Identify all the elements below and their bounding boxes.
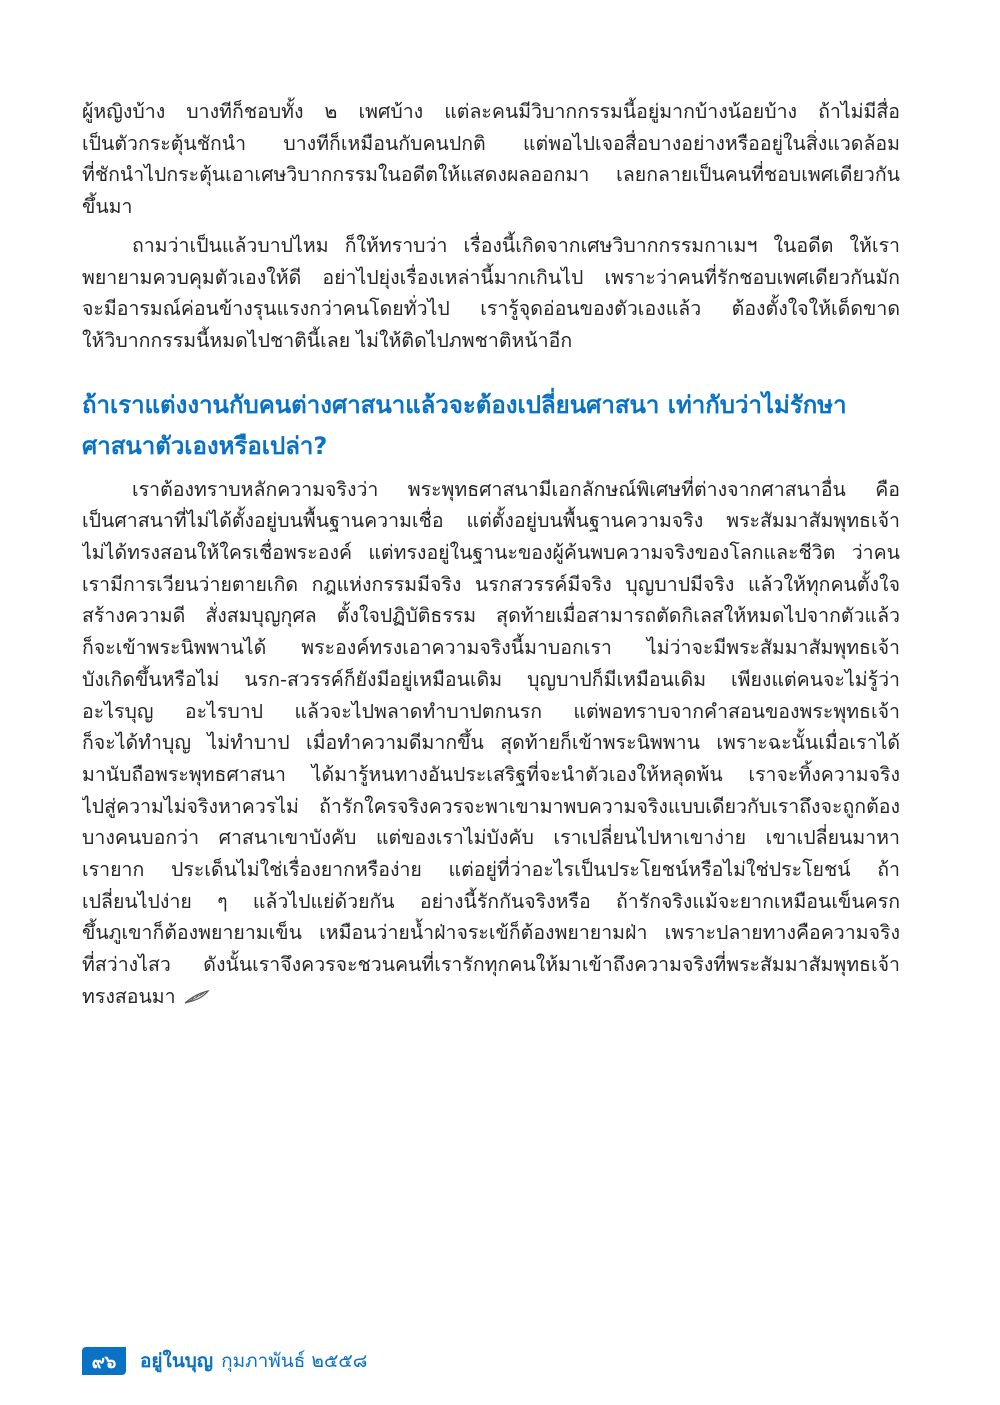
paragraph-line: ไม่ได้ทรงสอนให้ใครเชื่อพระองค์ แต่ทรงอยู่ในฐานะของผู้ค้นพบความจริงของโลกและชีวิต ว่าคน xyxy=(82,541,900,565)
paragraph-last-line xyxy=(82,981,900,1013)
paragraph-line: เรามีการเวียนว่ายตายเกิด กฎแห่งกรรมมีจริง นรกสวรรค์มีจริง บุญบาปมีจริง แล้วให้ทุกคนตั้งใจ xyxy=(82,572,900,596)
paragraph-line: สร้างความดี สั่งสมบุญกุศล ตั้งใจปฏิบัติธรรม สุดท้ายเมื่อสามารถตัดกิเลสให้หมดไปจากตัวแล้ว xyxy=(82,604,900,628)
page-number: ๙๖ xyxy=(82,1347,126,1375)
section-heading xyxy=(82,385,900,467)
page-footer xyxy=(82,1346,367,1376)
heading-line: ถ้าเราแต่งงานกับคนต่างศาสนาแล้วจะต้องเปลี่ยนศาสนา เท่ากับว่าไม่รักษา xyxy=(82,390,847,419)
paragraph-line: อะไรบุญ อะไรบาป แล้วจะไปพลาดทำบาปตกนรก แต่พอทราบจากคำสอนของพระพุทธเจ้า xyxy=(82,699,900,723)
paragraph-line: เราต้องทราบหลักความจริงว่า พระพุทธศาสนามีเอกลักษณ์พิเศษที่ต่างจากศาสนาอื่น คือ xyxy=(132,477,900,501)
paragraph-line: ขึ้นมา xyxy=(82,195,133,219)
paragraph-line: เป็นศาสนาที่ไม่ได้ตั้งอยู่บนพื้นฐานความเชื่อ แต่ตั้งอยู่บนพื้นฐานความจริง พระสัมมาสัมพุทธเจ้า xyxy=(82,509,900,533)
paragraph-line: จะมีอารมณ์ค่อนข้างรุนแรงกว่าคนโดยทั่วไป เรารู้จุดอ่อนของตัวเองแล้ว ต้องตั้งใจให้เด็ดขาด xyxy=(82,297,900,321)
paragraph-line: ไปสู่ความไม่จริงหาควรไม่ ถ้ารักใครจริงควรจะพาเขามาพบความจริงแบบเดียวกับเราถึงจะถูกต้อง xyxy=(82,794,900,818)
paragraph-2 xyxy=(82,230,900,357)
paragraph-line: ที่ชักนำไปกระตุ้นเอาเศษวิบากกรรมในอดีตให้แสดงผลออกมา เลยกลายเป็นคนที่ชอบเพศเดียวกัน xyxy=(82,163,900,187)
paragraph-line: บังเกิดขึ้นหรือไม่ นรก-สวรรค์ก็ยังมีอยู่เหมือนเดิม บุญบาปก็มีเหมือนเดิม เพียงแต่คนจะไม่รู้ว่า xyxy=(82,667,900,691)
paragraph-1 xyxy=(82,96,900,223)
paragraph-line: มานับถือพระพุทธศาสนา ได้มารู้หนทางอันประเสริฐที่จะนำตัวเองให้หลุดพ้น เราจะทิ้งความจริง xyxy=(82,762,900,786)
heading-line: ศาสนาตัวเองหรือเปล่า? xyxy=(82,431,328,460)
paragraph-line: ถามว่าเป็นแล้วบาปไหม ก็ให้ทราบว่า เรื่องนี้เกิดจากเศษวิบากกรรมกาเมฯ ในอดีต ให้เรา xyxy=(132,233,900,257)
magazine-title: อยู่ในบุญ xyxy=(140,1350,214,1372)
paragraph-line: ก็จะเข้าพระนิพพานได้ พระองค์ทรงเอาความจริงนี้มาบอกเรา ไม่ว่าจะมีพระสัมมาสัมพุทธเจ้า xyxy=(82,636,900,660)
paragraph-line: เป็นตัวกระตุ้นชักนำ บางทีก็เหมือนกับคนปกติ แต่พอไปเจอสื่อบางอย่างหรืออยู่ในสิ่งแวดล้อม xyxy=(82,131,900,155)
paragraph-line: พยายามควบคุมตัวเองให้ดี อย่าไปยุ่งเรื่องเหล่านี้มากเกินไป เพราะว่าคนที่รักชอบเพศเดียวกันมัก xyxy=(82,265,900,289)
paragraph-line: เรายาก ประเด็นไม่ใช่เรื่องยากหรือง่าย แต่อยู่ที่ว่าอะไรเป็นประโยชน์หรือไม่ใช่ประโยชน์ ถ้า xyxy=(82,858,900,882)
feather-end-mark-icon xyxy=(184,982,210,1014)
paragraph-3 xyxy=(82,474,900,1014)
paragraph-line: เปลี่ยนไปง่าย ๆ แล้วไปแย่ด้วยกัน อย่างนี้รักกันจริงหรือ ถ้ารักจริงแม้จะยากเหมือนเข็นครก xyxy=(82,889,900,913)
issue-date: กุมภาพันธ์ ๒๕๕๘ xyxy=(221,1350,368,1372)
paragraph-line: ผู้หญิงบ้าง บางทีก็ชอบทั้ง ๒ เพศบ้าง แต่ละคนมีวิบากกรรมนี้อยู่มากบ้างน้อยบ้าง ถ้าไม่มีสื่อ xyxy=(82,100,900,123)
paragraph-line: บางคนบอกว่า ศาสนาเขาบังคับ แต่ของเราไม่บังคับ เราเปลี่ยนไปหาเขาง่าย เขาเปลี่ยนมาหา xyxy=(82,826,900,850)
paragraph-line: ก็จะได้ทำบุญ ไม่ทำบาป เมื่อทำความดีมากขึ้น สุดท้ายก็เข้าพระนิพพาน เพราะฉะนั้นเมื่อเราได้ xyxy=(82,731,900,755)
paragraph-line: ให้วิบากกรรมนี้หมดไปชาตินี้เลย ไม่ให้ติดไปภพชาติหน้าอีก xyxy=(82,328,573,352)
article-page xyxy=(82,96,900,1013)
paragraph-line: ขึ้นภูเขาก็ต้องพยายามเข็น เหมือนว่ายน้ำฝ่าจระเข้ก็ต้องพยายามฝ่า เพราะปลายทางคือความจริง xyxy=(82,921,900,945)
paragraph-line: ที่สว่างไสว ดังนั้นเราจึงควรจะชวนคนที่เรารักทุกคนให้มาเข้าถึงความจริงที่พระสัมมาสัมพุทธเจ้า xyxy=(82,953,900,977)
paragraph-line-text: ทรงสอนมา xyxy=(82,984,176,1008)
